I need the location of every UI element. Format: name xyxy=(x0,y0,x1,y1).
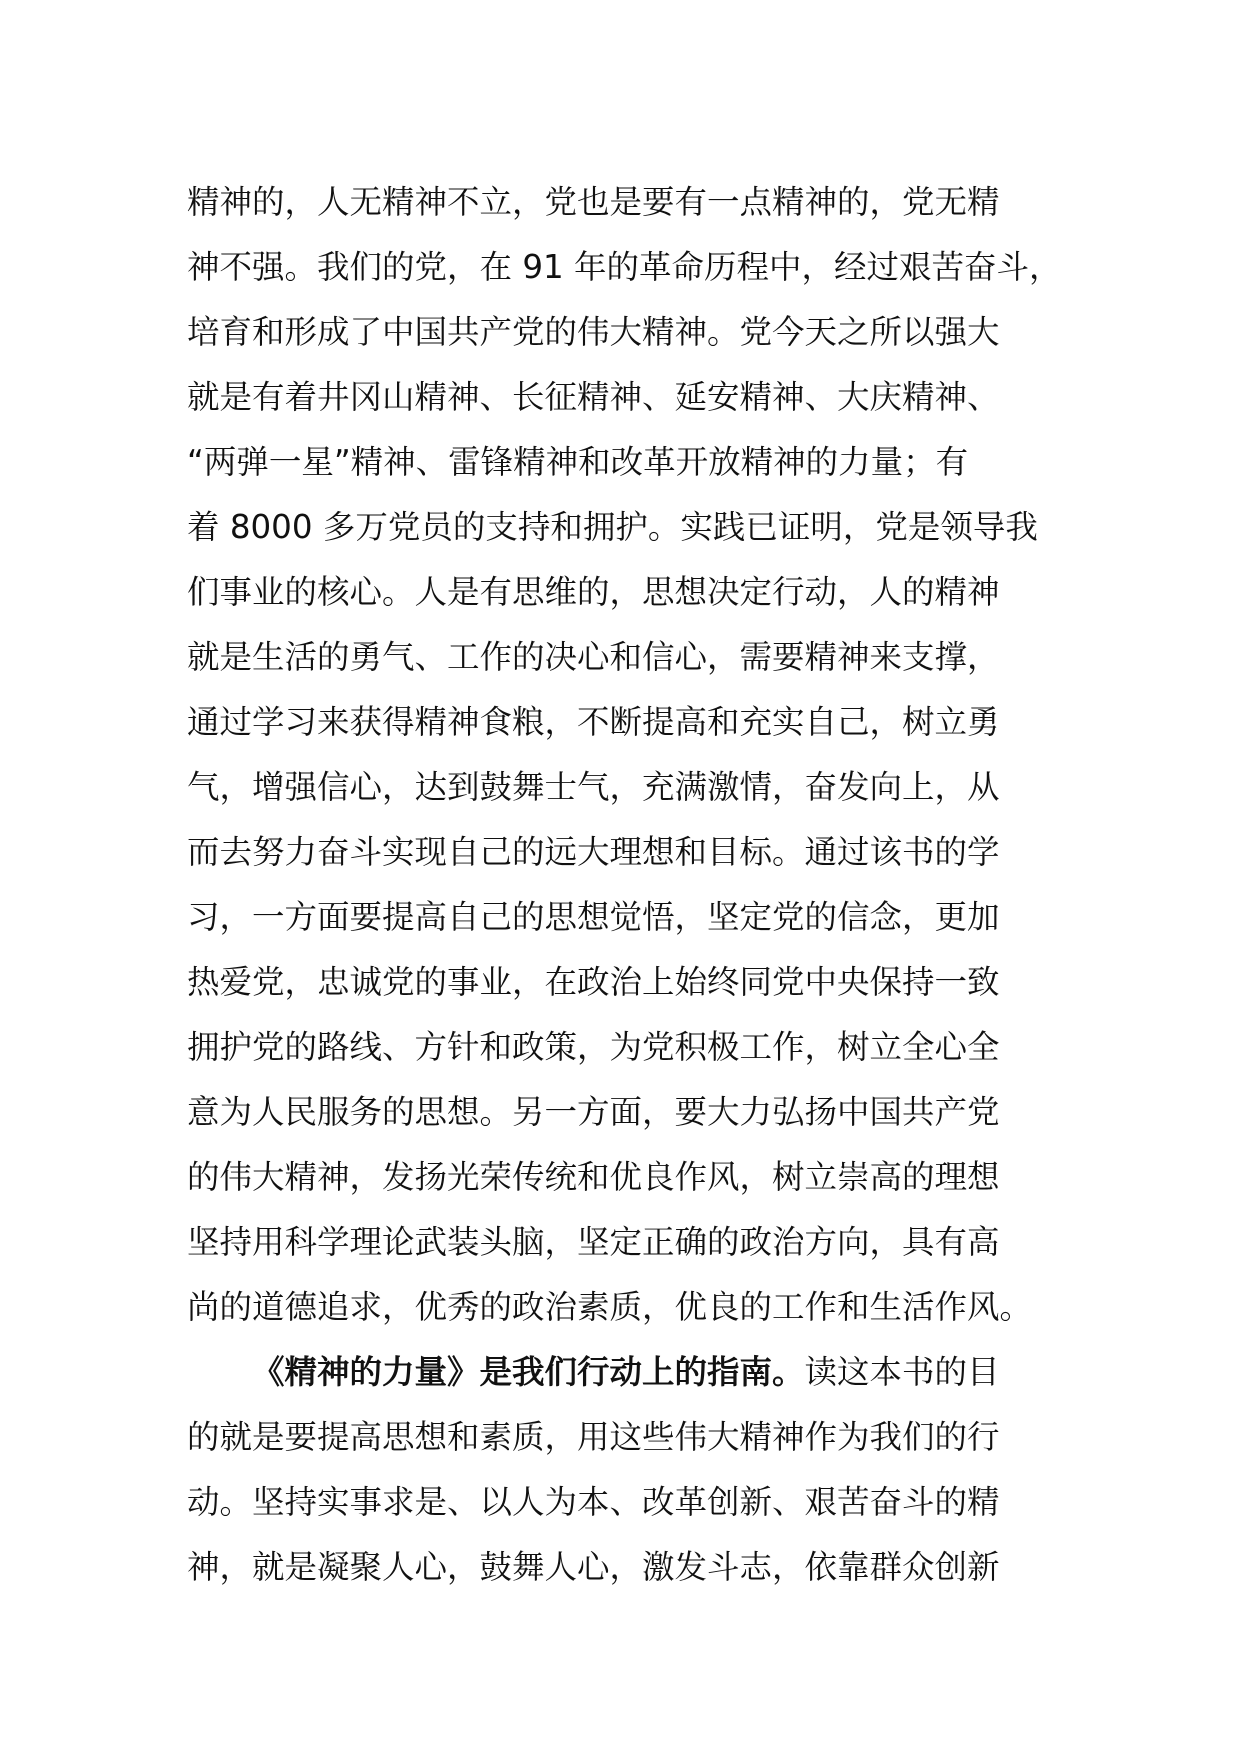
text-line: 的伟大精神，发扬光荣传统和优良作风，树立崇高的理想 xyxy=(187,1158,1000,1196)
text-line: 动。坚持实事求是、以人为本、改革创新、艰苦奋斗的精 xyxy=(187,1483,1000,1521)
text-line: 培育和形成了中国共产党的伟大精神。党今天之所以强大 xyxy=(187,313,1000,351)
text-line: 热爱党，忠诚党的事业，在政治上始终同党中央保持一致 xyxy=(187,963,1000,1001)
paragraph-2-first-line xyxy=(187,1340,1087,1405)
text-line: 的就是要提高思想和素质，用这些伟大精神作为我们的行 xyxy=(187,1418,1000,1456)
text-line: 通过学习来获得精神食粮，不断提高和充实自己，树立勇 xyxy=(187,703,1000,741)
text-line: 着 8000 多万党员的支持和拥护。实践已证明，党是领导我 xyxy=(187,508,1038,546)
text-line: 而去努力奋斗实现自己的远大理想和目标。通过该书的学 xyxy=(187,833,1000,871)
text-line: 意为人民服务的思想。另一方面，要大力弘扬中国共产党 xyxy=(187,1093,1000,1131)
paragraph-1 xyxy=(187,170,1087,1340)
text-line: 习，一方面要提高自己的思想觉悟，坚定党的信念，更加 xyxy=(187,898,1000,936)
text-line: 神，就是凝聚人心，鼓舞人心，激发斗志，依靠群众创新 xyxy=(187,1548,1000,1586)
paragraph-2 xyxy=(187,1340,1087,1600)
text-line: “两弹一星”精神、雷锋精神和改革开放精神的力量；有 xyxy=(187,443,969,481)
text-line: 精神的，人无精神不立，党也是要有一点精神的，党无精 xyxy=(187,183,1000,221)
text-line: 坚持用科学理论武装头脑，坚定正确的政治方向，具有高 xyxy=(187,1223,1000,1261)
text-line: 拥护党的路线、方针和政策，为党积极工作，树立全心全 xyxy=(187,1028,1000,1066)
text-line: 尚的道德追求，优秀的政治素质，优良的工作和生活作风。 xyxy=(187,1288,1033,1326)
section-heading: 《精神的力量》是我们行动上的指南。 xyxy=(252,1353,805,1391)
text-line: 们事业的核心。人是有思维的，思想决定行动，人的精神 xyxy=(187,573,1000,611)
text-line: 气，增强信心，达到鼓舞士气，充满激情，奋发向上，从 xyxy=(187,768,1000,806)
text-run: 读这本书的目 xyxy=(804,1353,1000,1391)
text-line: 就是有着井冈山精神、长征精神、延安精神、大庆精神、 xyxy=(187,378,1000,416)
text-line: 神不强。我们的党，在 91 年的革命历程中，经过艰苦奋斗， xyxy=(187,248,1062,286)
body-text xyxy=(187,170,1087,1600)
text-line: 就是生活的勇气、工作的决心和信心，需要精神来支撑， xyxy=(187,638,1000,676)
